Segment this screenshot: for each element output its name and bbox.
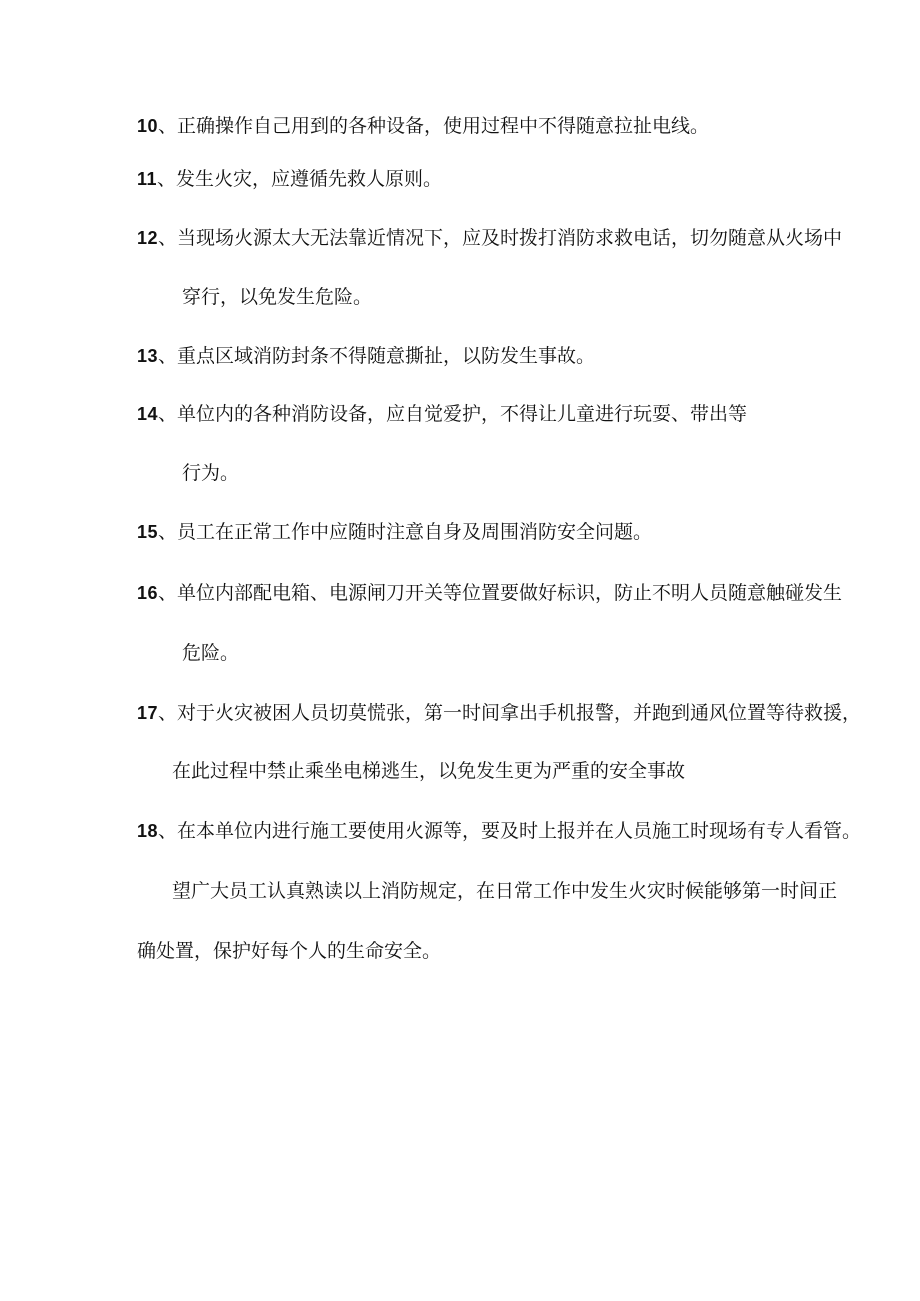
item-separator: 、 — [158, 521, 178, 543]
item-text: 重点区域消防封条不得随意撕扯，以防发生事故。 — [177, 345, 596, 367]
item-separator: 、 — [158, 345, 178, 367]
rule-item-17 — [137, 700, 920, 726]
item-text: 正确操作自己用到的各种设备，使用过程中不得随意拉扯电线。 — [177, 115, 710, 137]
item-separator: 、 — [158, 702, 178, 724]
item-text: 发生火灾，应遵循先救人原则。 — [176, 168, 443, 190]
closing-paragraph-line-1: 望广大员工认真熟读以上消防规定，在日常工作中发生火灾时候能够第一时间正 — [172, 880, 838, 902]
item-number: 18 — [137, 821, 159, 841]
rule-item-10 — [137, 113, 920, 139]
item-text: 对于火灾被困人员切莫慌张，第一时间拿出手机报警，并跑到通风位置等待救援， — [177, 702, 862, 724]
item-separator: 、 — [157, 168, 177, 190]
item-separator: 、 — [158, 582, 178, 604]
item-separator: 、 — [158, 820, 178, 842]
item-text: 当现场火源太大无法靠近情况下，应及时拨打消防求救电话，切勿随意从火场中 — [177, 227, 843, 249]
item-text: 单位内的各种消防设备，应自觉爱护，不得让儿童进行玩耍、带出等 — [177, 403, 748, 425]
item-number: 15 — [137, 522, 159, 542]
item-number: 11 — [137, 169, 158, 189]
item-separator: 、 — [158, 115, 178, 137]
item-text: 在本单位内进行施工要使用火源等，要及时上报并在人员施工时现场有专人看管。 — [177, 820, 862, 842]
item-number: 12 — [137, 228, 159, 248]
item-separator: 、 — [158, 403, 178, 425]
item-number: 10 — [137, 116, 159, 136]
item-separator: 、 — [158, 227, 178, 249]
item-number: 17 — [137, 703, 159, 723]
item-text: 员工在正常工作中应随时注意自身及周围消防安全问题。 — [177, 521, 653, 543]
rule-item-17-continuation: 在此过程中禁止乘坐电梯逃生，以免发生更为严重的安全事故 — [172, 760, 686, 782]
rule-item-15 — [137, 519, 920, 545]
rule-item-14-continuation: 行为。 — [182, 462, 240, 484]
rule-item-12 — [137, 225, 920, 251]
item-number: 13 — [137, 346, 159, 366]
rule-item-14 — [137, 401, 920, 427]
closing-paragraph-line-2: 确处置，保护好每个人的生命安全。 — [137, 940, 442, 962]
rule-item-16-continuation: 危险。 — [182, 642, 240, 664]
item-number: 16 — [137, 583, 159, 603]
rule-item-12-continuation: 穿行，以免发生危险。 — [182, 286, 373, 308]
rule-item-11 — [137, 166, 920, 192]
item-number: 14 — [137, 404, 159, 424]
item-text: 单位内部配电箱、电源闸刀开关等位置要做好标识，防止不明人员随意触碰发生 — [177, 582, 843, 604]
rule-item-18 — [137, 818, 920, 844]
rule-item-13 — [137, 343, 920, 369]
rule-item-16 — [137, 580, 920, 606]
